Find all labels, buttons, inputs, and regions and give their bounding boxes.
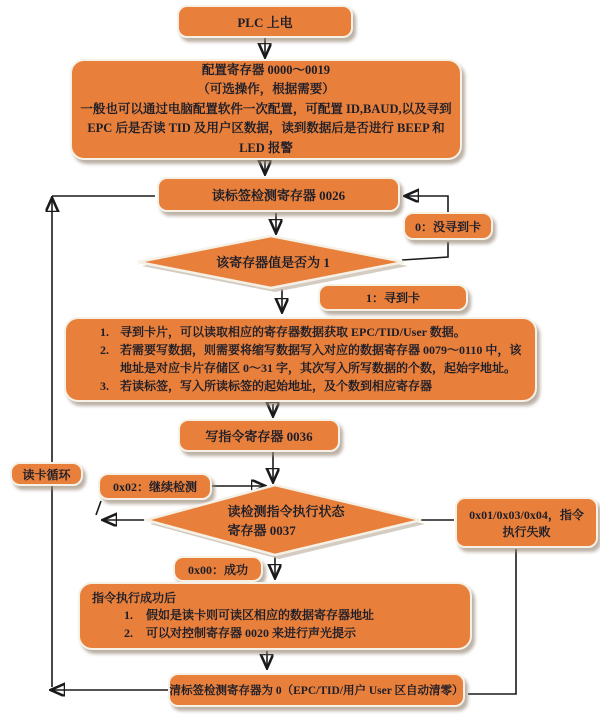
config-body-text: 一般也可以通过电脑配置软件一次配置，可配置 ID,BAUD,以及寻到 EPC 后是否读 TID 及用户区数据，读到数据后是否进行 BEEP 和 LED 报警 bbox=[80, 101, 452, 155]
step-item: 1. 寻到卡片，可以读取相应的寄存器数据获取 EPC/TID/User 数据。 bbox=[112, 324, 529, 341]
label-continue-detect: 0x02：继续检测 bbox=[98, 473, 212, 500]
decision1-label: 该寄存器值是否为 1 bbox=[216, 254, 330, 270]
steps-list-wrap bbox=[66, 323, 535, 395]
decision2-line1: 读检测指令执行状态 bbox=[227, 504, 345, 519]
steps-list bbox=[66, 324, 535, 394]
decision-read-status-register bbox=[144, 483, 428, 561]
step-item: 2. 若需要写数据，则需要将缩写数据写入对应的数据寄存器 0079～0110 中，该地址是对应卡片存储区 0～31 字，其次写入所写数据的个数，起始字地址。 bbox=[112, 342, 529, 376]
node-success-actions bbox=[78, 582, 472, 650]
node-write-command-register: 写指令寄存器 0036 bbox=[178, 419, 340, 452]
edge-fail-to-clear bbox=[468, 549, 516, 694]
node-clear-tag-register bbox=[168, 673, 465, 707]
node-configure-registers bbox=[70, 59, 462, 160]
label-no-card-found: 0：没寻到卡 bbox=[403, 212, 493, 240]
success-item: 1. 假如是读卡则可读区相应的数据寄存器地址 bbox=[136, 607, 464, 624]
success-title: 指令执行成功后 bbox=[92, 590, 177, 605]
label-command-failed: 0x01/0x03/0x04，指令执行失败 bbox=[455, 497, 598, 548]
config-line1: 配置寄存器 0000～0019 bbox=[201, 63, 331, 78]
node-card-found-steps bbox=[64, 317, 537, 402]
label-card-found: 1：寻到卡 bbox=[318, 284, 468, 311]
config-text bbox=[72, 59, 460, 160]
success-list bbox=[80, 607, 470, 642]
node-plc-power-on: PLC 上电 bbox=[177, 5, 353, 38]
success-item: 2. 可以对控制寄存器 0020 来进行声光提示 bbox=[136, 625, 464, 642]
step-item: 3. 若读标签，写入所读标签的起始地址，及个数到相应寄存器 bbox=[112, 378, 529, 395]
clear-label: 清标签检测寄存器为 0（EPC/TID/用户 User 区自动清零） bbox=[169, 685, 464, 697]
decision2-label bbox=[144, 483, 428, 557]
decision2-line2: 寄存器 0037 bbox=[227, 523, 296, 538]
success-body bbox=[80, 590, 470, 642]
label-success-code: 0x00：成功 bbox=[173, 556, 263, 582]
config-line2: （可选操作，根据需要） bbox=[197, 82, 335, 97]
node-read-tag-detect-register: 读标签检测寄存器 0026 bbox=[157, 177, 400, 212]
label-read-card-loop: 读卡循环 bbox=[10, 462, 83, 486]
edge-nocard-to-readtag bbox=[407, 196, 448, 213]
edge-continue-diagonal bbox=[96, 501, 101, 515]
